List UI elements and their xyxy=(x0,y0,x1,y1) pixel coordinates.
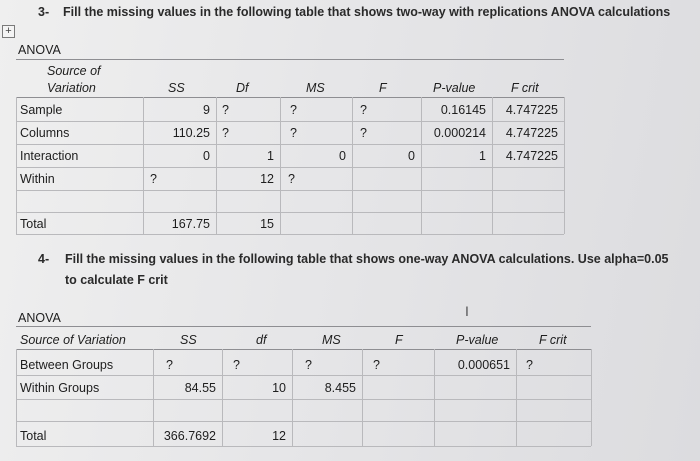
cell-sample-f[interactable]: ? xyxy=(360,103,367,117)
question-3-number: 3- xyxy=(38,5,50,19)
grid-line xyxy=(16,212,564,213)
grid-line xyxy=(16,446,591,447)
cell2-total-df: 12 xyxy=(272,429,286,443)
grid-line xyxy=(16,421,591,422)
header2-rule xyxy=(16,349,591,350)
header2-f: F xyxy=(395,333,403,347)
header-df: Df xyxy=(236,81,249,95)
cell-interaction-ms: 0 xyxy=(339,149,346,163)
cell2-within-ss: 84.55 xyxy=(184,381,216,395)
grid-line xyxy=(16,399,591,400)
header-ms: MS xyxy=(306,81,325,95)
cell-interaction-df: 1 xyxy=(267,149,274,163)
cell2-between-f[interactable]: ? xyxy=(373,358,380,372)
header2-fcrit: F crit xyxy=(539,333,567,347)
grid-line xyxy=(280,97,281,234)
cell-sample-pvalue: 0.16145 xyxy=(440,103,486,117)
cell-within-df: 12 xyxy=(260,172,274,186)
header-rule xyxy=(16,97,564,98)
cell2-between-df[interactable]: ? xyxy=(233,358,240,372)
header-ss: SS xyxy=(168,81,185,95)
cell2-within-ms: 8.455 xyxy=(324,381,356,395)
header2-ms: MS xyxy=(322,333,341,347)
grid-line xyxy=(591,349,592,446)
grid-line xyxy=(564,97,565,234)
table-move-handle-icon[interactable]: + xyxy=(2,25,15,38)
row2-label-within: Within Groups xyxy=(20,381,100,395)
cell2-between-ss[interactable]: ? xyxy=(166,358,173,372)
cell-interaction-ss: 0 xyxy=(203,149,210,163)
text-cursor-icon: I xyxy=(465,303,469,319)
cell-columns-df[interactable]: ? xyxy=(222,126,229,140)
row-label-total: Total xyxy=(20,217,47,231)
question-4-text-line1: Fill the missing values in the following table that shows one-way ANOVA calculations. Use alpha=0.05 xyxy=(65,252,669,266)
header2-df: df xyxy=(256,333,267,347)
grid-line xyxy=(434,349,435,446)
grid-line xyxy=(16,349,17,446)
grid-line xyxy=(16,375,591,376)
cell-sample-ss: 9 xyxy=(203,103,210,117)
question-4-text-line2: to calculate F crit xyxy=(65,273,168,287)
row-label-interaction: Interaction xyxy=(20,149,79,163)
cell-total-df: 15 xyxy=(260,217,274,231)
cell-interaction-pvalue: 1 xyxy=(479,149,486,163)
grid-line xyxy=(492,97,493,234)
header2-source: Source of Variation xyxy=(20,333,126,347)
cell-columns-f[interactable]: ? xyxy=(360,126,367,140)
row-label-sample: Sample xyxy=(20,103,63,117)
header-f: F xyxy=(379,81,387,95)
row-label-within: Within xyxy=(20,172,55,186)
cell-columns-ss: 110.25 xyxy=(172,126,210,140)
grid-line xyxy=(16,167,564,168)
cell2-between-pvalue: 0.000651 xyxy=(457,358,510,372)
cell-within-ms[interactable]: ? xyxy=(288,172,295,186)
header2-ss: SS xyxy=(180,333,197,347)
anova-title-2: ANOVA xyxy=(18,311,61,325)
grid-line xyxy=(352,97,353,234)
cell2-total-ss: 366.7692 xyxy=(163,429,216,443)
grid-line xyxy=(16,144,564,145)
grid-line xyxy=(143,97,144,234)
header2-pvalue: P-value xyxy=(456,333,499,347)
question-3-text: Fill the missing values in the following table that shows two-way with replications ANOVA calculations xyxy=(63,5,671,19)
cell2-between-ms[interactable]: ? xyxy=(305,358,312,372)
grid-line xyxy=(16,97,17,234)
cell-sample-fcrit: 4.747225 xyxy=(505,103,558,117)
cell-interaction-fcrit: 4.747225 xyxy=(505,149,558,163)
cell-interaction-f: 0 xyxy=(408,149,415,163)
row2-label-between: Between Groups xyxy=(20,358,114,372)
grid-line xyxy=(421,97,422,234)
grid-line xyxy=(292,349,293,446)
grid-line xyxy=(16,190,564,191)
header-source-line1: Source of xyxy=(47,64,101,78)
header-fcrit: F crit xyxy=(511,81,539,95)
header-source-line2: Variation xyxy=(47,81,96,95)
grid-line xyxy=(516,349,517,446)
grid-line xyxy=(16,234,564,235)
table2-top-rule xyxy=(16,326,591,327)
cell-columns-ms[interactable]: ? xyxy=(290,126,297,140)
row-label-columns: Columns xyxy=(20,126,70,140)
grid-line xyxy=(362,349,363,446)
cell-within-ss[interactable]: ? xyxy=(150,172,157,186)
anova-title: ANOVA xyxy=(18,43,61,57)
question-4-number: 4- xyxy=(38,252,50,266)
cell-columns-fcrit: 4.747225 xyxy=(505,126,558,140)
header-pvalue: P-value xyxy=(433,81,476,95)
cell-sample-ms[interactable]: ? xyxy=(290,103,297,117)
cell2-within-df: 10 xyxy=(272,381,286,395)
cell-sample-df[interactable]: ? xyxy=(222,103,229,117)
row2-label-total: Total xyxy=(20,429,47,443)
grid-line xyxy=(216,97,217,234)
cell-total-ss: 167.75 xyxy=(171,217,210,231)
grid-line xyxy=(16,121,564,122)
cell-columns-pvalue: 0.000214 xyxy=(433,126,486,140)
cell2-between-fcrit[interactable]: ? xyxy=(526,358,533,372)
table-top-rule xyxy=(16,59,564,60)
